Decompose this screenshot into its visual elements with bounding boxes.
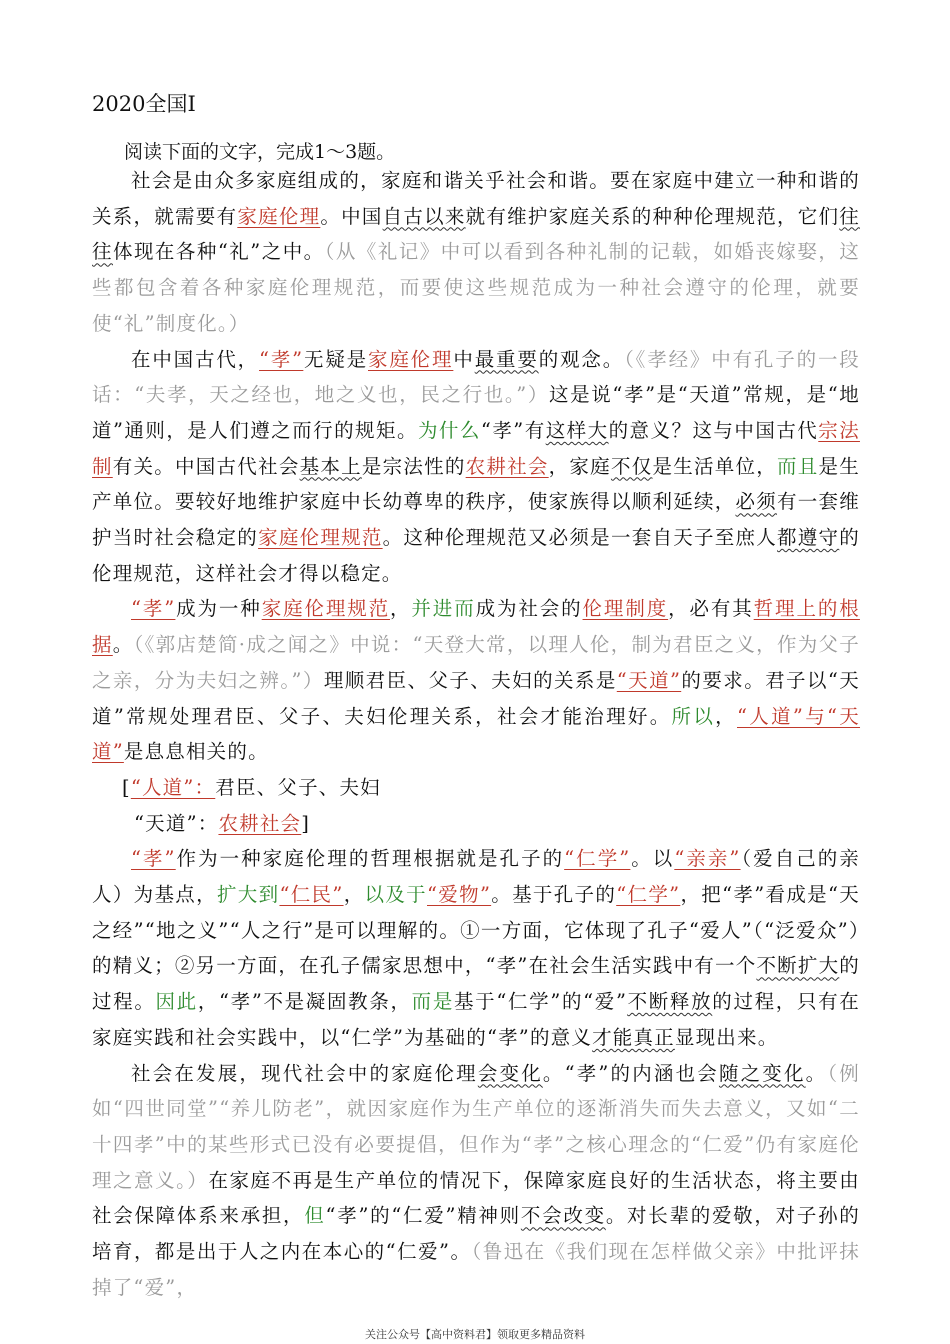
wavy-term: 往往: [92, 204, 860, 264]
text-span: [: [122, 775, 131, 799]
grey-example: （例如“四世同堂”“养儿防老”，就因家庭作为生产单位的逐渐消失而失去意义，又如“二十四孝”中的某些形式已没有必要提倡，但作为“孝”之核心理念的“仁爱”仍有家庭伦理之意义。）: [92, 1061, 860, 1192]
wavy-term: 都遵守: [777, 526, 840, 550]
text-span: “孝”有: [480, 418, 546, 442]
text-span: 是息息相关的。: [123, 740, 269, 764]
text-span: 。中国: [320, 204, 383, 228]
text-span: 显现出来。: [674, 1025, 779, 1049]
text-span: 。: [112, 633, 134, 657]
text-span: 的过程。: [92, 954, 860, 1014]
page-footer: 关注公众号【高中资料君】领取更多精品资料: [365, 1328, 585, 1341]
text-span: 无疑是: [303, 347, 368, 371]
text-span: 的要求。君子以“天道”常规处理君臣、父子、夫妇伦理关系，社会才能治理好。: [92, 668, 860, 728]
highlight-term: 家庭伦理: [368, 347, 454, 371]
text-span: 的观念。: [538, 347, 625, 371]
text-span: ，: [390, 597, 412, 621]
connective-word: 所以: [671, 704, 716, 728]
text-span: 。这种伦理规范又必须是一套自天子至庶人: [382, 526, 777, 550]
highlight-term: “孝”: [131, 597, 176, 621]
text-span: 有一套维护当时社会稳定的: [92, 490, 860, 550]
text-span: ，家庭: [548, 454, 611, 478]
highlight-term: “孝”: [131, 847, 176, 871]
grey-example: （《孝经》中有孔子的一段话：“夫孝，天之经也，地之义也，民之行也。”）: [92, 347, 860, 407]
annotation-note-2: [92, 806, 860, 842]
grey-example: （从《礼记》中可以看到各种礼制的记载，如婚丧嫁娶，这些都包含着各种家庭伦理规范，而要使这些规范成为一种社会遵守的伦理，就要使“礼”制度化。）: [92, 240, 861, 335]
text-span: 。基于孔子的: [491, 883, 617, 907]
wavy-term: 必须: [735, 490, 778, 514]
highlight-term: “人道”与“天道”: [92, 704, 861, 764]
connective-word: 而是: [411, 990, 455, 1014]
text-span: 是宗法性的: [361, 454, 466, 478]
wavy-term: 才能真正: [592, 1025, 675, 1049]
grey-example: （鲁迅在《我们现在怎样做父亲》中批评抹掉了“爱”，: [92, 1240, 860, 1299]
connective-word: 而且: [777, 454, 819, 478]
highlight-term: “仁学”: [616, 883, 681, 907]
text-span: 理顺君臣、父子、夫妇的关系是: [323, 668, 617, 692]
highlight-term: “亲亲”: [674, 847, 741, 871]
text-span: ，: [343, 883, 365, 907]
text-span: 这是说“孝”是“天道”常规，是“地道”通则，是人们遵之而行的规矩。: [92, 383, 860, 442]
text-span: 作为一种家庭伦理的哲理根据就是孔子的: [175, 847, 565, 871]
connective-word: 为什么: [417, 418, 481, 442]
text-span: 的过程，只有在家庭实践和社会实践中，以“仁学”为基础的“孝”的意义: [92, 990, 860, 1049]
text-span: 成为一种: [175, 597, 262, 621]
text-span: ]: [301, 811, 311, 835]
highlight-term: “仁学”: [564, 847, 631, 871]
highlight-term: 宗法制: [92, 418, 860, 478]
wavy-term: 会变化: [477, 1061, 543, 1085]
text-span: “天道”：: [134, 811, 219, 835]
text-span: ，把“孝”看成是“天之经”“地之义”“人之行”是可以理解的。①一方面，它体现了孔子“爱人”（“泛爱众”）的精义；②另一方面，在孔子儒家思想中，“孝”在社会生活实践中有一个: [92, 883, 860, 978]
wavy-term: 自古以来: [382, 204, 466, 228]
highlight-term: “仁民”: [279, 883, 344, 907]
text-span: 的意义？这与中国古代: [608, 418, 819, 442]
text-span: 君臣、父子、夫妇: [215, 775, 381, 799]
text-span: 在中国古代，: [131, 347, 260, 371]
connective-word: 因此: [155, 990, 198, 1014]
grey-example: （《郭店楚简·成之闻之》中说：“天登大常，以理人伦，制为君臣之义，作为父子之亲，分为夫妇之辨。”）: [92, 633, 860, 692]
text-span: 是生产单位。要较好地维护家庭中长幼尊卑的秩序，使家族得以顺利延续，: [92, 454, 860, 514]
highlight-term: 农耕社会: [465, 454, 549, 478]
connective-word: 但: [304, 1204, 326, 1228]
paragraph-5: [92, 1056, 860, 1306]
highlight-term: “孝”: [259, 347, 304, 371]
paragraph-2: [92, 342, 860, 592]
highlight-term: “爱物”: [427, 883, 492, 907]
wavy-term: 随之变化: [718, 1061, 806, 1085]
text-span: ，“孝”不是凝固教条，: [197, 990, 412, 1014]
wavy-term: 不仅: [610, 454, 653, 478]
wavy-term: 不断扩大: [756, 954, 840, 978]
passage-body: [92, 163, 860, 1306]
text-span: 。“孝”的内涵也会: [542, 1061, 719, 1085]
highlight-term: 哲理上的根据: [92, 597, 860, 657]
paragraph-4: [92, 841, 860, 1055]
text-span: 中: [453, 347, 475, 371]
highlight-term: 家庭伦理规范: [258, 526, 383, 550]
text-span: 社会是由众多家庭组成的，家庭和谐关乎社会和谐。要在家庭中建立一种和谐的关系，就需要有: [92, 169, 860, 228]
text-span: 在家庭不再是生产单位的情况下，保障家庭良好的生活状态，将主要由社会保障体系来承担，: [92, 1168, 861, 1228]
highlight-term: “天道”: [616, 668, 682, 692]
highlight-term: 家庭伦理规范: [261, 597, 391, 621]
text-span: 基于“仁学”的“爱”: [454, 990, 628, 1014]
exam-heading: 2020全国Ⅰ: [92, 92, 196, 116]
reading-instruction: 阅读下面的文字，完成1～3题。: [124, 141, 396, 163]
text-span: （爱自己的亲人）为基点，: [92, 847, 861, 907]
highlight-term: 家庭伦理: [237, 204, 321, 228]
highlight-term: 农耕社会: [218, 811, 302, 835]
highlight-term: 伦理制度: [582, 597, 669, 621]
text-span: 体现在各种“礼”之中。: [112, 240, 325, 264]
text-span: 就有维护家庭关系的种种伦理规范，它们: [465, 204, 840, 228]
connective-word: 扩大到: [216, 883, 280, 907]
text-span: ，: [715, 704, 737, 728]
text-span: ，必有其: [668, 597, 754, 621]
wavy-term: 不会改变: [520, 1204, 606, 1228]
text-span: 。: [805, 1061, 828, 1085]
highlight-term: “人道”：: [130, 775, 216, 799]
wavy-term: 不断释放: [627, 990, 713, 1014]
wavy-term: 这样大: [545, 418, 609, 442]
paragraph-3: [92, 591, 860, 770]
text-span: 有关。中国古代社会: [112, 454, 300, 478]
paragraph-1: [92, 163, 860, 342]
text-span: 社会在发展，现代社会中的家庭伦理: [131, 1061, 478, 1085]
connective-word: 并进而: [411, 597, 476, 621]
text-span: 的伦理规范，这样社会才得以稳定。: [92, 526, 860, 585]
text-span: “孝”的“仁爱”精神则: [325, 1204, 521, 1228]
wavy-term: 基本上: [299, 454, 362, 478]
text-span: 。以: [630, 847, 675, 871]
connective-word: 以及于: [364, 883, 427, 907]
text-span: 成为社会的: [475, 597, 583, 621]
text-span: 是生活单位，: [652, 454, 778, 478]
text-span: 。对长辈的爱敬，对子孙的培育，都是出于人之内在本心的“仁爱”。: [92, 1204, 861, 1264]
annotation-note-1: [92, 770, 860, 806]
wavy-term: 最重要: [474, 347, 539, 371]
